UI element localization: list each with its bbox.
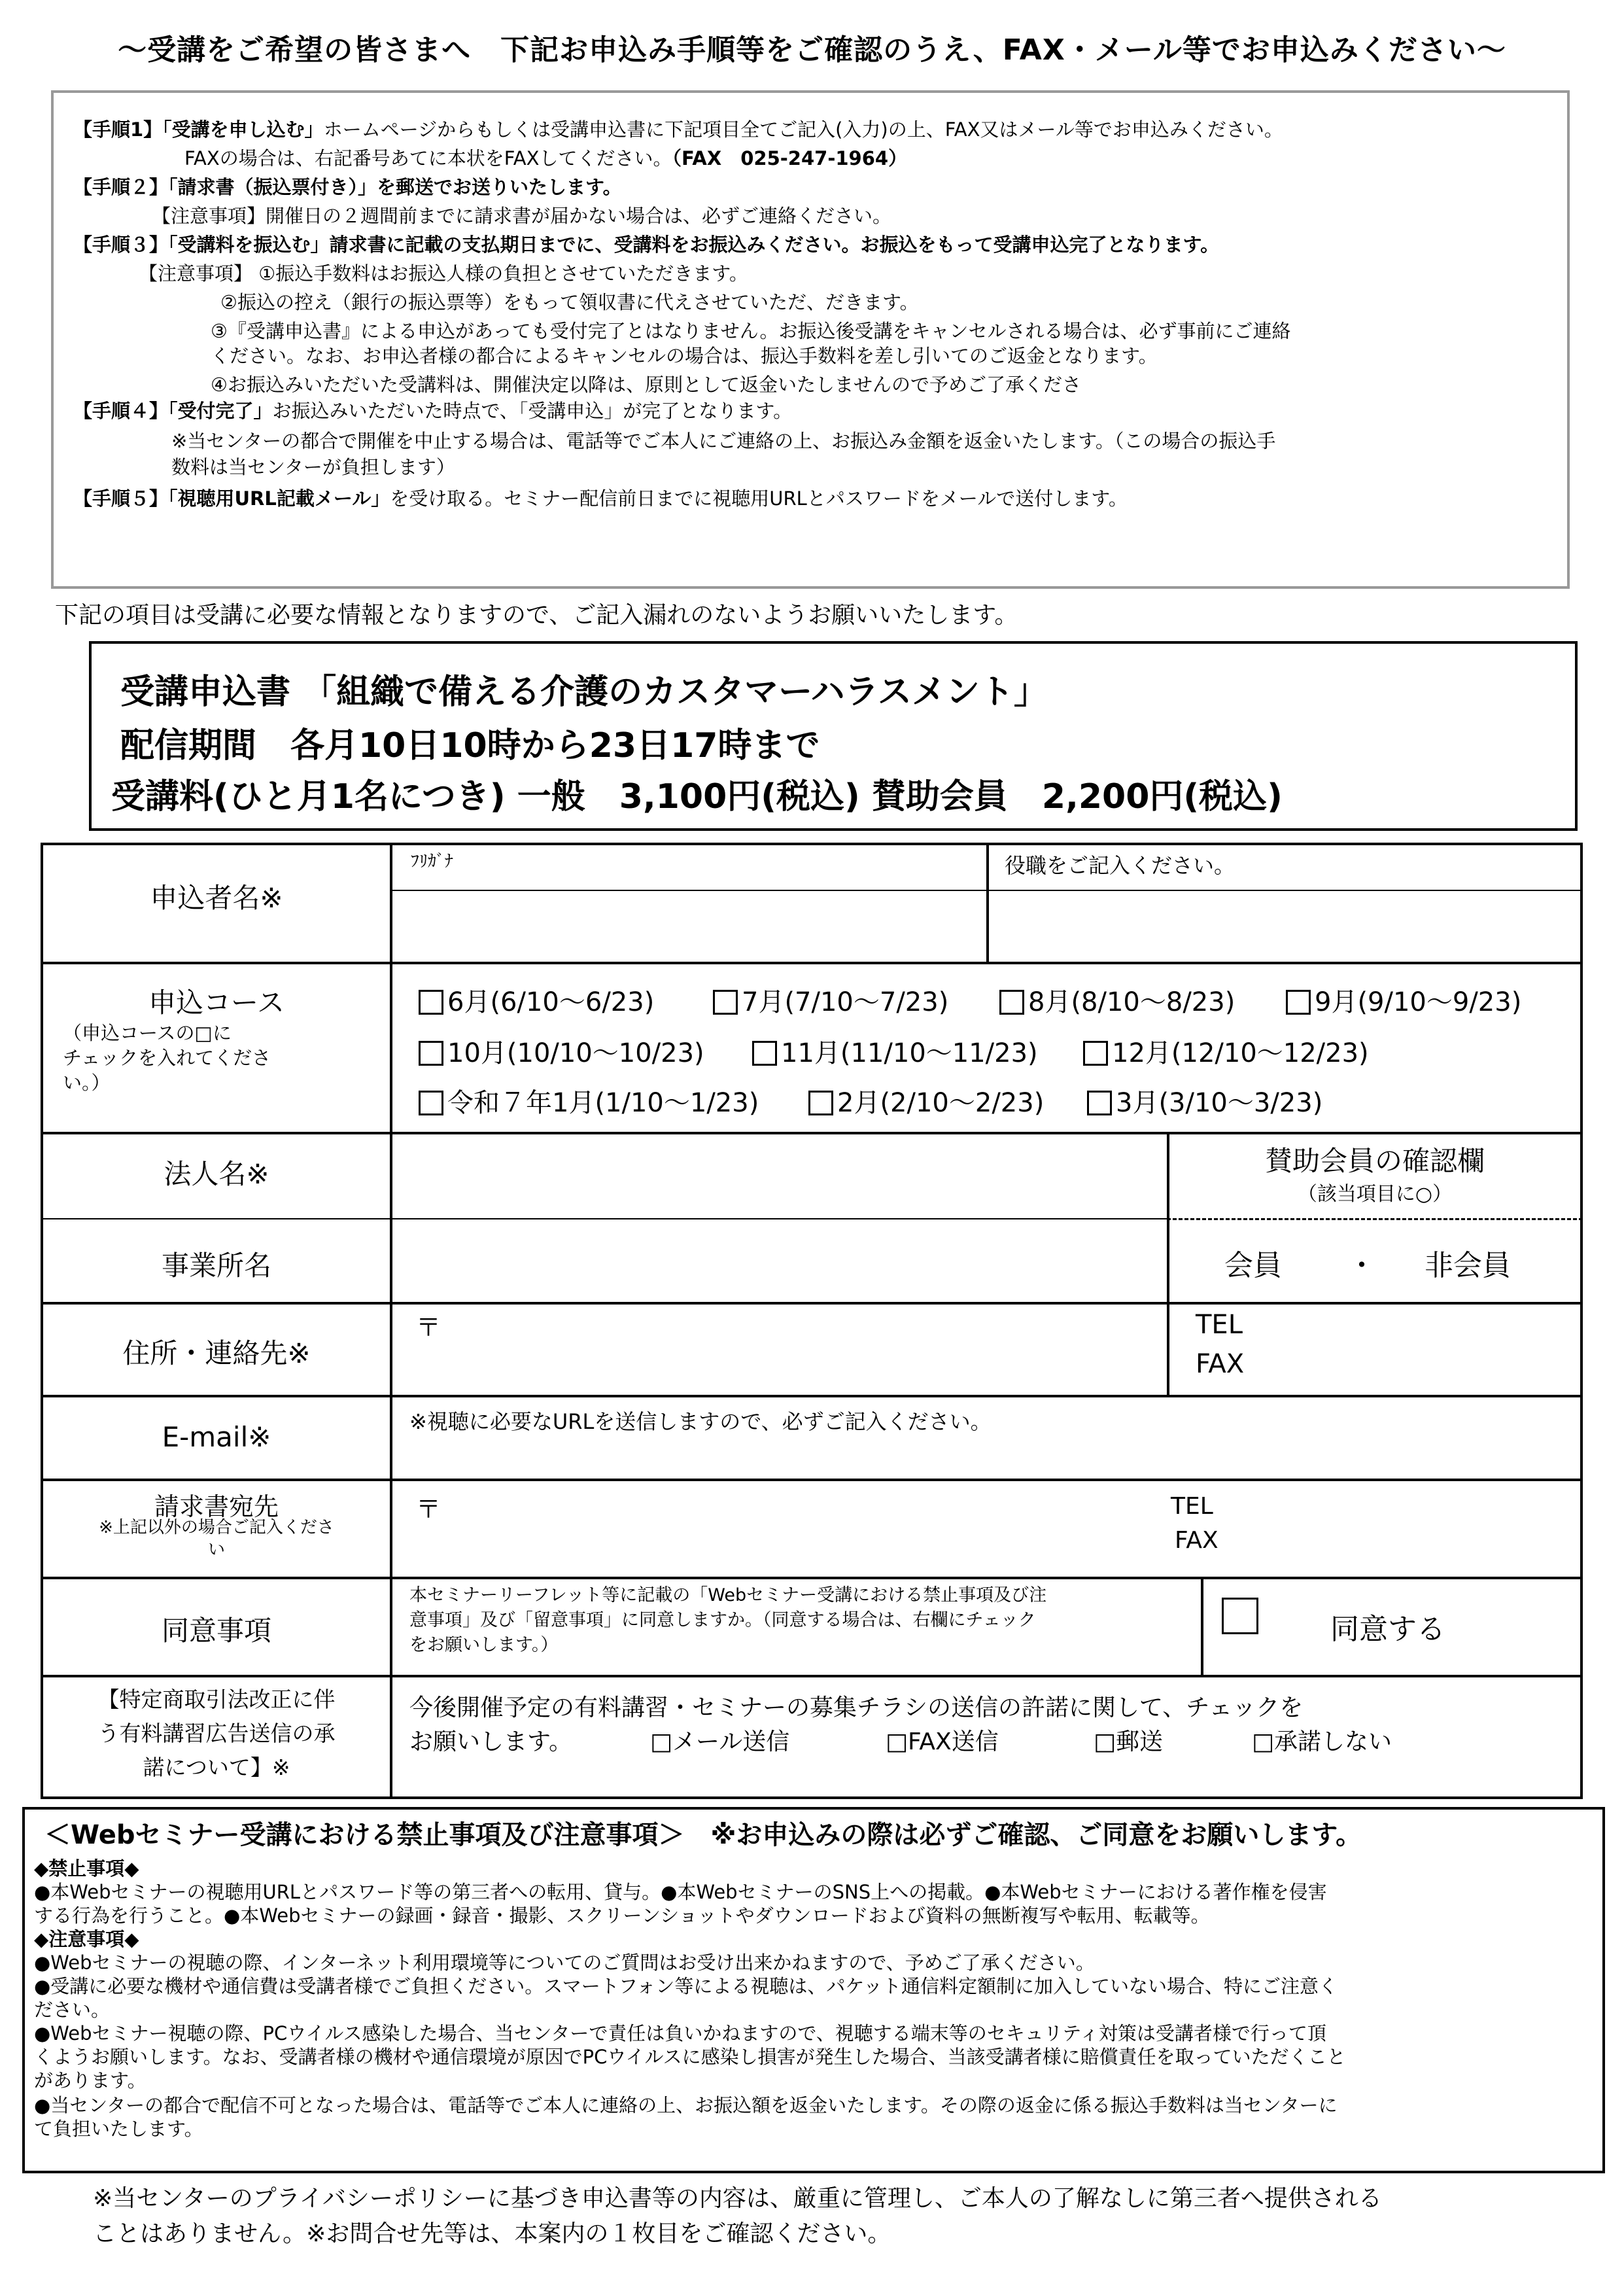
- law-label: 【特定商取引法改正に伴 う有料講習広告送信の承 諾について】※: [97, 1687, 336, 1780]
- checkbox[interactable]: [1083, 1041, 1108, 1066]
- invoice-label: 請求書宛先: [154, 1492, 279, 1521]
- option-decline[interactable]: □承諾しない: [1252, 1728, 1392, 1755]
- delivery-period: 配信期間 各月10日10時から23日17時まで: [120, 726, 820, 765]
- fax-label: FAX: [1196, 1349, 1245, 1379]
- separator-dot: ・: [1347, 1249, 1376, 1282]
- office-label: 事業所名: [161, 1250, 271, 1282]
- invoice-tel-label: TEL: [1171, 1493, 1213, 1520]
- furigana-label: ﾌﾘｶﾞﾅ: [411, 852, 454, 871]
- course-march[interactable]: 3月(3/10～3/23): [1087, 1082, 1322, 1119]
- step-4-note: ※当センターの都合で開催を中止する場合は、電話等でご本人にご連絡の上、お振込み金額を返金いたします。（この場合の振込手: [171, 430, 1276, 452]
- prohibited-head: ◆禁止事項◆: [34, 1857, 139, 1880]
- footer-line-2: ことはありません。※お問合せ先等は、本案内の１枚目をご確認ください。: [93, 2220, 891, 2247]
- prohibited-line-1: ●本Webセミナーの視聴用URLとパスワード等の第三者への転用、貸与。●本WebセミナーのSNS上への掲載。●本Webセミナーにおける著作権を侵害: [34, 1881, 1327, 1903]
- checkbox[interactable]: [808, 1091, 833, 1115]
- notice-text: 下記の項目は受講に必要な情報となりますので、ご記入漏れのないようお願いいたします。: [55, 602, 1018, 629]
- caution-line-2: ●受講に必要な機材や通信費は受講者様でご負担ください。スマートフォン等による視聴は、パケット通信料定額制に加入していない場合、特にご注意く: [34, 1975, 1338, 1997]
- member-check-sub: （該当項目に○）: [1297, 1183, 1453, 1206]
- email-input[interactable]: [394, 1437, 1578, 1476]
- consent-text: 本セミナーリーフレット等に記載の「Webセミナー受講における禁止事項及び注 意事項」及び「留意事項」に同意しますか。（同意する場合は、右欄にチェック をお願いします。）: [409, 1585, 1047, 1655]
- checkbox[interactable]: [419, 1091, 443, 1115]
- law-text: 今後開催予定の有料講習・セミナーの募集チラシの送信の許諾に関して、チェックを: [409, 1694, 1304, 1721]
- nonmember-option[interactable]: 非会員: [1425, 1249, 1511, 1282]
- course-january[interactable]: 令和７年1月(1/10～1/23): [419, 1082, 759, 1119]
- email-label: E-mail※: [162, 1421, 271, 1453]
- tel-label: TEL: [1196, 1310, 1243, 1340]
- form-title: 受講申込書 「組織で備える介護のカスタマーハラスメント」: [120, 673, 1048, 712]
- steps-box: [51, 90, 1570, 589]
- fee-info: 受講料(ひと月1名につき) 一般 3,100円(税込) 賛助会員 2,200円(税込): [111, 777, 1283, 816]
- step-1-fax: FAXの場合は、右記番号あてに本状をFAXしてください。（FAX 025-247-1964）: [184, 147, 908, 169]
- title-box: [89, 641, 1578, 831]
- option-post[interactable]: □郵送: [1094, 1728, 1164, 1755]
- option-fax[interactable]: □FAX送信: [886, 1728, 999, 1755]
- position-label: 役職をご記入ください。: [1005, 853, 1235, 878]
- page-header: ～受講をご希望の皆さまへ 下記お申込み手順等をご確認のうえ、FAX・メール等でお申込みください～: [118, 33, 1506, 67]
- caution-line-3: ださい。: [34, 1999, 111, 2021]
- caution-line-4: ●Webセミナー視聴の際、PCウイルス感染した場合、当センターで責任は負いかねますので、視聴する端末等のセキュリティ対策は受講者様で行って頂: [34, 2022, 1326, 2044]
- checkbox[interactable]: [713, 990, 738, 1015]
- checkbox[interactable]: [1087, 1091, 1112, 1115]
- position-input[interactable]: [990, 894, 1578, 959]
- checkbox[interactable]: [752, 1041, 777, 1066]
- checkbox[interactable]: [999, 990, 1024, 1015]
- invoice-sub: ※上記以外の場合ご記入くださ い: [99, 1518, 334, 1560]
- corp-name-label: 法人名※: [164, 1158, 269, 1190]
- course-instruction: （申込コースの□に チェックを入れてくださ い。）: [63, 1022, 271, 1094]
- consent-agree-label: 同意する: [1330, 1613, 1445, 1646]
- consent-checkbox[interactable]: [1222, 1598, 1258, 1634]
- checkbox[interactable]: [419, 1041, 443, 1066]
- prohibited-line-2: する行為を行うこと。●本Webセミナーの録画・録音・撮影、スクリーンショットやダウンロードおよび資料の無断複写や転用、転載等。: [34, 1904, 1210, 1927]
- step-3-note-2: ②振込の控え（銀行の振込票等）をもって領収書に代えさせていただ、だきます。: [220, 291, 919, 313]
- course-july[interactable]: 7月(7/10～7/23): [713, 981, 948, 1019]
- step-3-note-1: 【注意事項】 ①振込手数料はお振込人様の負担とさせていただきます。: [139, 262, 748, 285]
- step-2-note: 【注意事項】開催日の２週間前までに請求書が届かない場合は、必ずご連絡ください。: [152, 205, 892, 227]
- invoice-postal-mark: 〒: [416, 1495, 441, 1524]
- caution-line-5: くようお願いします。なお、受講者様の機材や通信環境が原因でPCウイルスに感染し損害が発生した場合、当該受講者様に賠償責任を取っていただくこと: [34, 2046, 1346, 2068]
- applicant-name-input[interactable]: [394, 894, 984, 959]
- corp-name-input[interactable]: [394, 1136, 1164, 1216]
- step-3-note-4: ④お振込みいただいた受講料は、開催決定以降は、原則として返金いたしませんので予めご了承くださ: [211, 374, 1082, 396]
- option-email[interactable]: □メール送信: [650, 1728, 790, 1755]
- course-december[interactable]: 12月(12/10～12/23): [1083, 1032, 1369, 1070]
- caution-head: ◆注意事項◆: [34, 1928, 139, 1950]
- member-check-label: 賛助会員の確認欄: [1264, 1145, 1485, 1177]
- course-june[interactable]: 6月(6/10～6/23): [419, 981, 654, 1019]
- caution-line-7: ●当センターの都合で配信不可となった場合は、電話等でご本人に連絡の上、お振込額を返金いたします。その際の返金に係る振込手数料は当センターに: [34, 2094, 1338, 2116]
- member-option[interactable]: 会員: [1224, 1249, 1282, 1282]
- course-label: 申込コース: [148, 987, 285, 1019]
- step-3-note-3b: ください。なお、お申込者様の都合によるキャンセルの場合は、振込手数料を差し引いてのご返金となります。: [211, 345, 1158, 367]
- footer-line-1: ※当センターのプライバシーポリシーに基づき申込書等の内容は、厳重に管理し、ご本人の了解なしに第三者へ提供される: [93, 2185, 1382, 2212]
- step-3: 【手順３】「受講料を振込む」請求書に記載の支払期日までに、受講料をお振込みください。お振込をもって受講申込完了となります。: [73, 234, 1220, 256]
- step-5: 【手順５】「視聴用URL記載メール」を受け取る。セミナー配信前日までに視聴用URLとパスワードをメールで送付します。: [73, 487, 1128, 510]
- course-october[interactable]: 10月(10/10～10/23): [419, 1032, 704, 1070]
- course-november[interactable]: 11月(11/10～11/23): [752, 1032, 1038, 1070]
- checkbox[interactable]: [1286, 990, 1311, 1015]
- step-1: 【手順1】「受講を申し込む」ホームページからもしくは受講申込書に下記項目全てご記入(入力)の上、FAX又はメール等でお申込みください。: [73, 118, 1283, 141]
- course-september[interactable]: 9月(9/10～9/23): [1286, 981, 1521, 1019]
- applicant-label: 申込者名※: [150, 882, 283, 914]
- step-4: 【手順４】「受付完了」お振込みいただいた時点で、「受講申込」が完了となります。: [73, 400, 793, 422]
- course-august[interactable]: 8月(8/10～8/23): [999, 981, 1235, 1019]
- step-2: 【手順２】「請求書（振込票付き）」を郵送でお送りいたします。: [73, 176, 622, 198]
- caution-line-6: があります。: [34, 2069, 147, 2092]
- web-rules-title: ＜Webセミナー受講における禁止事項及び注意事項＞ ※お申込みの際は必ずご確認、ご同意をお願いします。: [44, 1820, 1362, 1850]
- invoice-input[interactable]: [394, 1482, 1578, 1574]
- step-3-note-3: ③『受講申込書』による申込があっても受付完了とはなりません。お振込後受講をキャンセルされる場合は、必ず事前にご連絡: [211, 320, 1291, 342]
- course-february[interactable]: 2月(2/10～2/23): [808, 1082, 1044, 1119]
- invoice-fax-label: FAX: [1175, 1527, 1218, 1554]
- postal-mark: 〒: [416, 1313, 441, 1342]
- web-seminar-rules: [22, 1807, 1605, 2173]
- caution-line-1: ●Webセミナーの視聴の際、インターネット利用環境等についてのご質問はお受け出来かねますので、予めご了承ください。: [34, 1952, 1095, 1974]
- caution-line-8: て負担いたします。: [34, 2118, 203, 2140]
- consent-label: 同意事項: [161, 1615, 271, 1647]
- law-text-2: お願いします。: [409, 1728, 573, 1755]
- office-input[interactable]: [394, 1222, 1164, 1299]
- email-note: ※視聴に必要なURLを送信しますので、必ずご記入ください。: [409, 1409, 992, 1434]
- step-4-note-b: 数料は当センターが負担します）: [171, 456, 455, 478]
- address-input[interactable]: [394, 1306, 1164, 1392]
- address-label: 住所・連絡先※: [122, 1337, 311, 1369]
- checkbox[interactable]: [419, 990, 443, 1015]
